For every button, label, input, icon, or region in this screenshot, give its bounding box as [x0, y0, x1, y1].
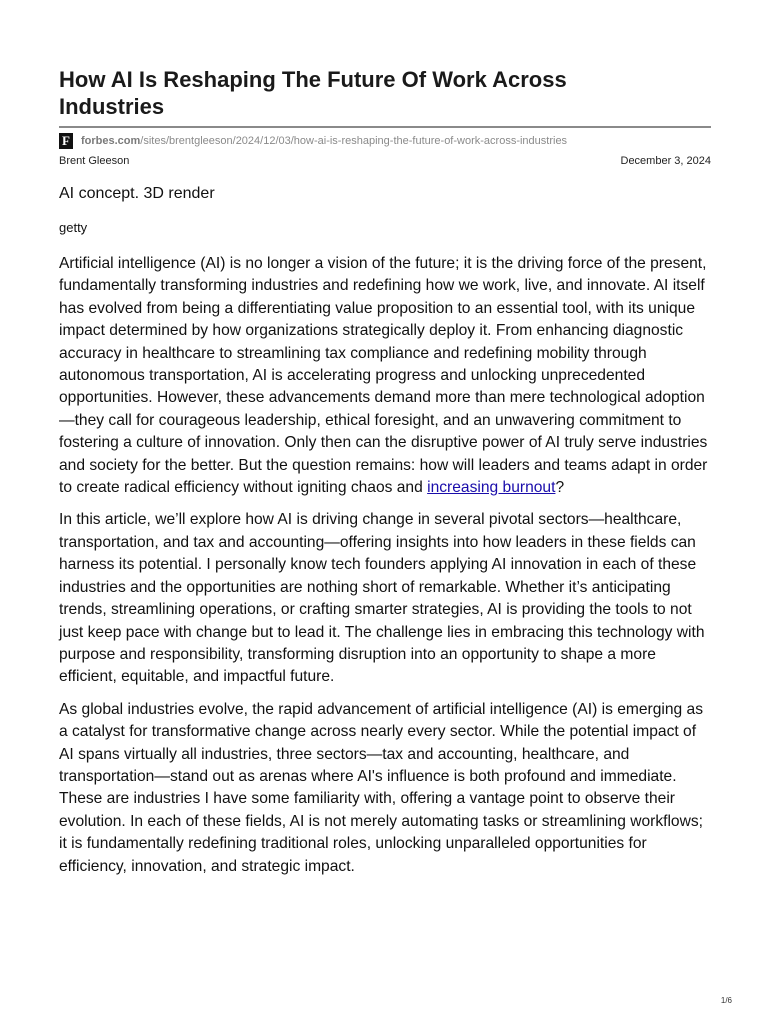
article-paragraph-2: In this article, we’ll explore how AI is driving change in several pivotal sectors—healthcare, transportation, and tax and accounting—offering insights into how leaders in these fields can harness its potential. I personally know tech founders applying AI innovation in each of these industries and the opportunities are nothing short of remarkable. Whether it’s anticipating trends, streamlining operations, or crafting smarter strategies, AI is providing the tools to not just keep pace with change but to lead it. The challenge lies in embracing this technology with purpose and responsibility, transforming disruption into an opportunity to shape a more efficient, equitable, and impactful future.	[59, 511, 705, 686]
article-paragraph-3: As global industries evolve, the rapid advancement of artificial intelligence (AI) is emerging as a catalyst for transformative change across nearly every sector. While the potential impact of AI spans virtually all industries, three sectors—tax and accounting, healthcare, and transportation—stand out as arenas where AI's influence is both profound and immediate. These are industries I have some familiarity with, offering a vantage point to observe their evolution. In each of these fields, AI is not merely automating tasks or streamlining workflows; it is fundamentally redefining traditional roles, unlocking unparalleled opportunities for efficiency, innovation, and strategic impact.	[59, 700, 704, 875]
page-number: 1/6	[720, 996, 732, 1005]
source-row	[59, 132, 711, 150]
article-paragraph-1	[59, 253, 711, 499]
image-caption: AI concept. 3D render	[59, 185, 215, 202]
image-credit: getty	[59, 220, 88, 235]
author-name: Brent Gleeson	[59, 155, 130, 167]
source-path: /sites/brentgleeson/2024/12/03/how-ai-is-reshaping-the-future-of-work-across-industries	[140, 135, 568, 147]
forbes-logo-icon: F	[59, 133, 73, 149]
paragraph-1-end: ?	[555, 479, 565, 497]
publish-date: December 3, 2024	[620, 155, 711, 167]
paragraph-1-text: Artificial intelligence (AI) is no longer a vision of the future; it is the driving force of the present, fundamentally transforming industries and redefining how we work, live, and innovate. AI itself has evolved from being a differentiating value proposition to an essential tool, with its unique impact determined by how organizations strategically deploy it. From enhancing diagnostic accuracy in healthcare to streamlining tax compliance and redefining mobility through autonomous transportation, AI is accelerating progress and unlocking unprecedented opportunities. However, these advancements demand more than mere technological adoption—they call for courageous leadership, ethical foresight, and an unwavering commitment to fostering a culture of innovation. Only then can the disruptive power of AI truly serve industries and society for the better. But the question remains: how will leaders and teams adapt in order to create radical efficiency without igniting chaos and	[59, 255, 708, 497]
source-domain: forbes.com	[81, 135, 141, 147]
source-url[interactable]	[81, 135, 567, 147]
article-page	[59, 66, 711, 878]
title-divider	[59, 126, 711, 128]
byline-row	[59, 154, 711, 168]
increasing-burnout-link[interactable]: increasing burnout	[427, 479, 556, 497]
article-title: How AI Is Reshaping The Future Of Work Across Industries	[59, 67, 567, 119]
